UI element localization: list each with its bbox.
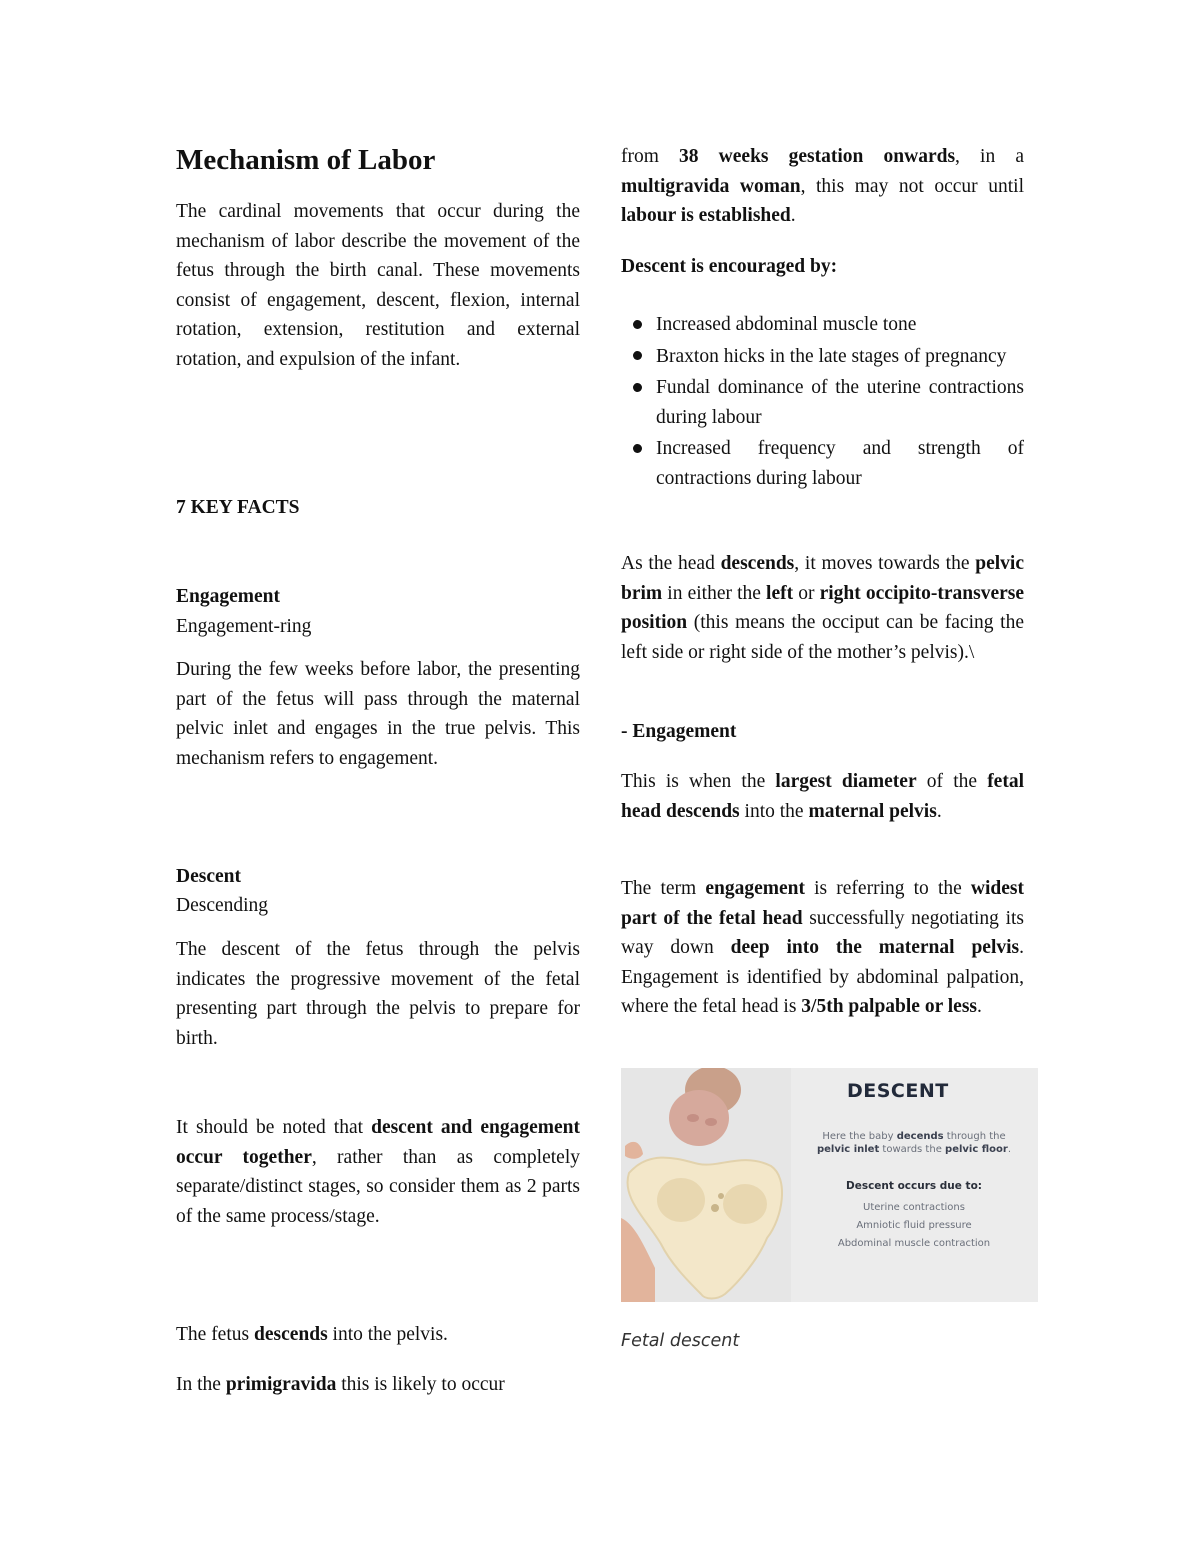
- list-item: [621, 342, 1024, 372]
- bullet-icon: [633, 383, 642, 392]
- text: .: [1007, 1144, 1012, 1155]
- cause-item: Amniotic fluid pressure: [856, 1220, 972, 1231]
- continuation-paragraph: [621, 142, 1024, 231]
- fetal-descent-figure: [621, 1068, 1038, 1302]
- engagement-subheading: Engagement-ring: [176, 616, 312, 637]
- text: Here the baby: [822, 1131, 897, 1142]
- engagement-dash-heading: - Engagement: [621, 721, 737, 742]
- text: of the: [916, 771, 988, 792]
- fetus-descends-paragraph: [176, 1320, 580, 1350]
- engagement-body: During the few weeks before labor, the presenting part of the fetus will pass through the maternal pelvic inlet and engages in the true pelvis. This mechanism refers to engagement.: [176, 659, 580, 769]
- text: , in a: [955, 146, 1024, 167]
- page-title: Mechanism of Labor: [176, 144, 436, 176]
- descent-heading: Descent: [176, 866, 241, 887]
- text: This is when the: [621, 771, 776, 792]
- primigravida-paragraph: [176, 1370, 580, 1400]
- bold-text: largest diameter: [775, 771, 917, 792]
- list-item-text: Fundal dominance of the uterine contractions during labour: [656, 377, 1024, 428]
- note-paragraph: [176, 1113, 580, 1231]
- text: through the: [943, 1131, 1006, 1142]
- note-text: It should be noted that: [176, 1117, 372, 1138]
- engagement-heading: Engagement: [176, 586, 280, 607]
- figure-subheading: Descent occurs due to:: [845, 1180, 982, 1192]
- key-facts-heading: 7 KEY FACTS: [176, 497, 300, 518]
- pelvis-model-illustration: [621, 1068, 791, 1302]
- list-item-text: Braxton hicks in the late stages of pregnancy: [656, 345, 1007, 367]
- bold-text: decends: [896, 1131, 944, 1142]
- bold-text: pelvic inlet: [816, 1144, 880, 1155]
- text: (this means the occiput can be facing the left side or right side of the mother’s pelvis).\: [621, 612, 1024, 663]
- bold-text: maternal pelvis: [808, 800, 937, 822]
- note-text: , rather than as completely separate/distinct stages, so consider them as 2 parts of the same process/stage.: [176, 1146, 580, 1227]
- bold-text: labour is established: [621, 205, 791, 226]
- bold-text: pelvic brim: [621, 553, 1024, 604]
- note-bold: descent and engagement occur together: [176, 1117, 580, 1168]
- bold-text: engagement: [705, 878, 805, 899]
- text: . Engagement is identified by abdominal palpation, where the fetal head is: [621, 937, 1024, 1017]
- bullet-icon: [633, 351, 642, 360]
- bold-text: pelvic floor: [945, 1144, 1008, 1155]
- text: .: [936, 800, 942, 822]
- bold-text: deep into the maternal pelvis: [730, 937, 1020, 958]
- text: As the head: [621, 553, 721, 574]
- bold-text: left: [766, 582, 794, 604]
- bold-text: primigravida: [225, 1374, 337, 1395]
- cause-item: Abdominal muscle contraction: [837, 1238, 991, 1249]
- list-item: [621, 434, 1024, 493]
- cause-item: Uterine contractions: [863, 1202, 965, 1213]
- text: or: [793, 582, 820, 604]
- bullet-icon: [633, 444, 642, 453]
- bold-text: right occipito-transverse position: [621, 582, 1025, 633]
- descent-subheading: Descending: [176, 895, 269, 916]
- text: into the pelvis.: [327, 1324, 448, 1345]
- text: The term: [621, 878, 706, 899]
- encouraged-list: [621, 310, 1024, 495]
- bold-text: descends: [720, 553, 795, 574]
- text: .: [977, 996, 982, 1017]
- text: In the: [176, 1374, 226, 1395]
- text: successfully negotiating its way down: [621, 907, 1025, 958]
- bold-text: multigravida woman: [621, 175, 801, 197]
- largest-diameter-paragraph: [621, 767, 1024, 826]
- descent-body: The descent of the fetus through the pelvis indicates the progressive movement of the fetal presenting part through the pelvis to prepare for birth.: [176, 939, 580, 1049]
- text: The fetus: [176, 1324, 254, 1345]
- list-item: [621, 373, 1024, 432]
- text: , this may not occur until: [800, 175, 1024, 197]
- text: in either the: [662, 582, 767, 604]
- bold-text: 3/5th palpable or less: [801, 996, 978, 1017]
- bullet-icon: [633, 320, 642, 329]
- text: from: [621, 146, 680, 167]
- bold-text: 38 weeks gestation onwards: [679, 146, 956, 167]
- bold-text: fetal head descends: [621, 771, 1024, 822]
- text: .: [790, 205, 796, 226]
- figure-causes: [799, 1199, 1029, 1253]
- figure-description: [799, 1130, 1029, 1156]
- list-item: [621, 310, 1024, 340]
- text: towards the: [879, 1144, 946, 1155]
- bold-text: widest part of the fetal head: [621, 878, 1024, 929]
- bold-text: descends: [253, 1324, 328, 1345]
- text: into the: [739, 800, 809, 822]
- encouraged-heading: Descent is encouraged by:: [621, 256, 838, 277]
- list-item-text: Increased frequency and strength of contractions during labour: [656, 438, 1024, 489]
- intro-paragraph: The cardinal movements that occur during the mechanism of labor describe the movement of the fetus through the birth canal. These movements consist of engagement, descent, flexion, internal rotation, extension, restitution and external rotation, and expulsion of the infant.: [176, 201, 580, 370]
- figure-caption: Fetal descent: [621, 1331, 740, 1351]
- figure-title: DESCENT: [847, 1080, 949, 1102]
- text: this is likely to occur: [336, 1374, 505, 1395]
- list-item-text: Increased abdominal muscle tone: [656, 314, 917, 335]
- text: is referring to the: [805, 878, 971, 899]
- head-descends-paragraph: [621, 549, 1024, 667]
- text: , it moves towards the: [794, 553, 976, 574]
- term-engagement-paragraph: [621, 874, 1024, 1022]
